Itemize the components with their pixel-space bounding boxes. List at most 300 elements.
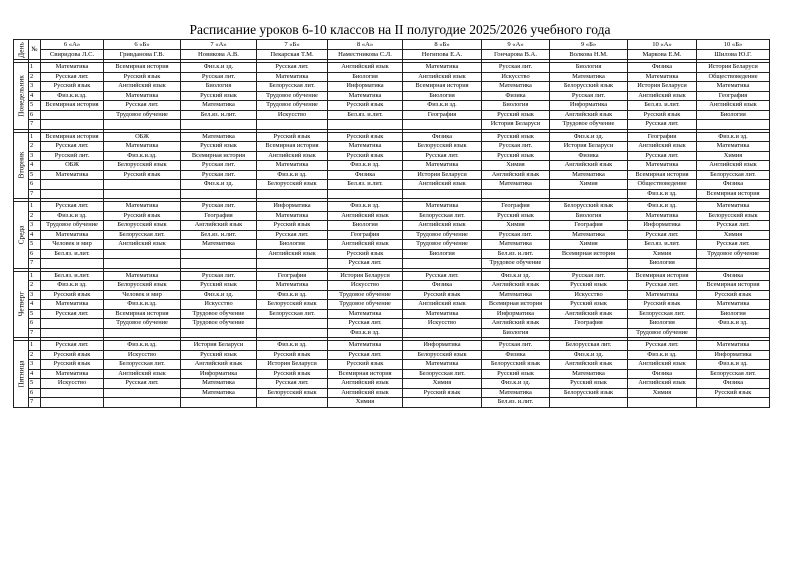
lesson-cell: Английский язык [181,221,257,231]
lesson-cell: Трудовое обучение [181,309,257,319]
lesson-cell: Математика [697,300,770,310]
lesson-cell: Английский язык [482,281,550,291]
lesson-cell: ОБЖ [104,132,181,142]
day-label-cell [14,341,29,408]
lesson-cell: География [697,91,770,101]
lesson-cell: Искусство [257,110,328,120]
lesson-cell: Математика [550,72,628,82]
lesson-row [14,132,770,142]
lesson-cell: Русская лит. [628,281,697,291]
lesson-cell: Биология [482,101,550,111]
lesson-cell: Физ.к.и зд. [697,132,770,142]
lesson-row [14,101,770,111]
lesson-row [14,202,770,212]
lesson-cell [181,249,257,259]
lesson-cell: Физ.к.и зд. [41,211,104,221]
lesson-number: 2 [29,350,41,360]
lesson-cell: Физ.к.и зд. [257,290,328,300]
lesson-cell [104,189,181,199]
lesson-cell: Английский язык [403,72,482,82]
lesson-number: 3 [29,290,41,300]
lesson-cell: Всемирная история [104,309,181,319]
lesson-cell [257,259,328,269]
lesson-cell: Всемирная история [257,142,328,152]
lesson-cell: Физ.к.и зд. [181,63,257,73]
lesson-cell [41,388,104,398]
lesson-number: 2 [29,281,41,291]
lesson-cell: Русский язык [550,379,628,389]
lesson-cell: Английский язык [628,379,697,389]
schedule-table [13,39,770,408]
lesson-cell: Информатика [482,309,550,319]
lesson-cell: Физика [550,151,628,161]
lesson-row [14,281,770,291]
lesson-cell: Английский язык [628,360,697,370]
lesson-cell: Русский язык [328,360,403,370]
lesson-cell: Искусство [181,300,257,310]
lesson-cell: Английский язык [403,221,482,231]
page-title: Расписание уроков 6-10 классов на II полугодие 2025/2026 учебного года [189,22,611,37]
lesson-cell: Русская лит. [41,309,104,319]
lesson-number: 3 [29,82,41,92]
lesson-cell: Русский язык [257,221,328,231]
lesson-cell [403,189,482,199]
lesson-cell: Белорусская лит. [697,369,770,379]
class-teacher: Гривданова Г.В. [104,50,181,60]
lesson-number: 7 [29,398,41,408]
lesson-cell: Английский язык [550,110,628,120]
lesson-cell: Русский язык [181,350,257,360]
lesson-cell [257,319,328,329]
lesson-cell: Информатика [628,221,697,231]
lesson-cell: Русский язык [697,388,770,398]
lesson-cell: Английский язык [328,211,403,221]
header-row-class [14,40,770,50]
lesson-cell [628,398,697,408]
lesson-cell [41,180,104,190]
lesson-cell: Русский язык [550,300,628,310]
day-name: Понедельник [16,74,26,117]
lesson-cell: Белорусская лит. [628,309,697,319]
lesson-cell: Русский язык [628,300,697,310]
lesson-cell: Математика [181,388,257,398]
lesson-cell [41,319,104,329]
lesson-cell: Всемирная история [697,189,770,199]
lesson-cell: Русская лит. [628,120,697,130]
lesson-cell: Математика [181,240,257,250]
lesson-row [14,161,770,171]
lesson-cell: Информатика [550,101,628,111]
lesson-cell: Всемирная история [41,132,104,142]
lesson-cell: Биология [697,309,770,319]
lesson-cell: Физика [697,271,770,281]
day-label-cell [14,271,29,338]
class-teacher: Пекарская Т.М. [257,50,328,60]
lesson-row [14,249,770,259]
class-name: 9 «А» [482,40,550,50]
lesson-cell: Физ.к.и.зд. [104,300,181,310]
lesson-cell: Русский язык [104,72,181,82]
lesson-cell: История Беларуси [257,360,328,370]
lesson-number: 1 [29,341,41,351]
lesson-cell: Математика [41,170,104,180]
lesson-number: 4 [29,369,41,379]
class-name: 7 «Б» [257,40,328,50]
lesson-cell: Биология [550,211,628,221]
lesson-cell: Трудовое обучение [104,319,181,329]
lesson-cell: Английский язык [328,379,403,389]
lesson-cell: Русская лит. [257,230,328,240]
lesson-cell: Физ.к.и.зд. [104,341,181,351]
lesson-cell: Белорусский язык [257,180,328,190]
lesson-cell: Бел.яз. и.лит. [181,230,257,240]
lesson-cell: Английский язык [550,309,628,319]
lesson-cell [41,120,104,130]
lesson-cell: Русская лит. [628,151,697,161]
lesson-number: 4 [29,161,41,171]
lesson-cell: Русская лит. [41,202,104,212]
lesson-cell: Искусство [104,350,181,360]
lesson-number: 5 [29,309,41,319]
class-name: 8 «Б» [403,40,482,50]
lesson-cell: Русский язык [482,211,550,221]
lesson-cell: Биология [550,63,628,73]
lesson-cell: Русский язык [328,151,403,161]
lesson-cell: Русский язык [550,281,628,291]
lesson-cell: Математика [482,180,550,190]
lesson-cell: Английский язык [697,161,770,171]
lesson-cell: Белорусский язык [104,221,181,231]
lesson-cell: Трудовое обучение [403,230,482,240]
lesson-number: 4 [29,230,41,240]
lesson-cell: Информатика [257,202,328,212]
lesson-cell: Русский лит. [41,151,104,161]
lesson-cell: Белорусский язык [550,202,628,212]
lesson-number: 1 [29,132,41,142]
lesson-cell: Математика [697,341,770,351]
lesson-cell: Физика [697,180,770,190]
lesson-cell: Русская лит. [257,63,328,73]
lesson-cell: Биология [328,72,403,82]
lesson-number: 5 [29,170,41,180]
lesson-cell: Английский язык [482,170,550,180]
lesson-cell: Математика [181,132,257,142]
lesson-cell: Всемирная история [628,170,697,180]
lesson-cell: Математика [104,202,181,212]
lesson-cell: Русская лит. [482,230,550,240]
lesson-cell: Английский язык [550,360,628,370]
class-name: 6 «Б» [104,40,181,50]
lesson-cell: Трудовое обучение [328,290,403,300]
lesson-cell: Всемирная история [482,300,550,310]
lesson-cell [403,259,482,269]
lesson-cell: Математика [257,211,328,221]
lesson-cell: Русская лит. [403,151,482,161]
lesson-number: 3 [29,221,41,231]
lesson-row [14,388,770,398]
lesson-cell: Русский язык [41,82,104,92]
lesson-cell: Русский язык [104,170,181,180]
lesson-row [14,110,770,120]
lesson-cell: Английский язык [181,360,257,370]
lesson-cell: Математика [181,379,257,389]
lesson-cell: Химия [328,398,403,408]
lesson-cell: Химия [482,221,550,231]
lesson-number: 7 [29,120,41,130]
class-name: 9 «Б» [550,40,628,50]
class-name: 8 «А» [328,40,403,50]
lesson-row [14,170,770,180]
lesson-cell: Белорусская лит. [403,211,482,221]
lesson-cell: Русский язык [482,151,550,161]
lesson-cell: Белорусский язык [257,300,328,310]
class-teacher: Шилова Ю.Г. [697,50,770,60]
class-teacher: Гончарова В.А. [482,50,550,60]
lesson-cell: Математика [482,290,550,300]
lesson-cell: Трудовое обучение [104,110,181,120]
lesson-cell: Математика [328,341,403,351]
lesson-cell: Математика [257,161,328,171]
lesson-cell: Белорусский язык [403,142,482,152]
day-label-cell [14,202,29,269]
lesson-cell [181,259,257,269]
lesson-row [14,300,770,310]
lesson-cell: Русский язык [403,388,482,398]
lesson-cell: Биология [257,240,328,250]
lesson-cell: Всемирная история [550,249,628,259]
lesson-cell [697,328,770,338]
lesson-cell: Русская лит. [328,350,403,360]
lesson-cell: Бел.яз. и.лит. [328,180,403,190]
lesson-row [14,360,770,370]
lesson-cell: Математика [403,63,482,73]
lesson-row [14,82,770,92]
lesson-number: 2 [29,211,41,221]
lesson-cell: Русская лит. [482,142,550,152]
lesson-cell: Русский язык [41,290,104,300]
lesson-cell: Русская лит. [628,341,697,351]
lesson-cell: Математика [104,271,181,281]
lesson-cell: Физ.к.и зд. [41,281,104,291]
lesson-cell: Бел.яз. и.лит. [41,271,104,281]
lesson-cell [697,259,770,269]
lesson-number: 6 [29,388,41,398]
lesson-cell: География [628,132,697,142]
lesson-cell: Белорусская лит. [697,170,770,180]
lesson-cell: Английский язык [328,240,403,250]
lesson-row [14,142,770,152]
lesson-cell: Белорусский язык [257,388,328,398]
header-row-teacher [14,50,770,60]
lesson-cell: Русская лит. [257,379,328,389]
lesson-cell [104,249,181,259]
lesson-cell: Белорусский язык [104,161,181,171]
lesson-cell: Белорусская лит. [550,341,628,351]
lesson-cell [41,259,104,269]
lesson-cell: Белорусский язык [104,281,181,291]
class-name: 6 «А» [41,40,104,50]
lesson-cell: Математика [257,72,328,82]
lesson-cell: Белорусский язык [403,350,482,360]
lesson-cell: Бел.яз. и.лит. [41,249,104,259]
lesson-cell: Русский язык [257,369,328,379]
lesson-cell [181,120,257,130]
lesson-row [14,398,770,408]
lesson-cell: История Беларуси [482,120,550,130]
lesson-cell: Физ.к.и зд. [181,290,257,300]
lesson-cell: Человек и мир [104,290,181,300]
lesson-cell: Русская лит. [628,230,697,240]
lesson-cell [550,189,628,199]
lesson-cell: Английский язык [104,82,181,92]
lesson-cell: Математика [482,82,550,92]
lesson-number: 4 [29,300,41,310]
lesson-row [14,63,770,73]
lesson-cell: Русский язык [482,132,550,142]
lesson-cell: Физ.к.и зд. [328,202,403,212]
lesson-cell: Русский язык [482,110,550,120]
lesson-cell: Физ.к.и зд. [550,350,628,360]
lesson-cell: Математика [403,202,482,212]
lesson-cell: История Беларуси [628,82,697,92]
lesson-cell: Трудовое обучение [257,91,328,101]
lesson-cell: Белорусский язык [697,211,770,221]
lesson-cell [697,398,770,408]
lesson-cell: География [482,202,550,212]
lesson-cell: Математика [41,230,104,240]
lesson-cell: Математика [403,161,482,171]
lesson-row [14,328,770,338]
lesson-cell: Трудовое обучение [482,259,550,269]
lesson-cell: Математика [328,142,403,152]
lesson-row [14,72,770,82]
lesson-cell: Физ.к.и зд. [550,132,628,142]
lesson-number: 1 [29,63,41,73]
lesson-row [14,120,770,130]
lesson-cell [257,328,328,338]
lesson-row [14,91,770,101]
lesson-cell [181,189,257,199]
lesson-cell: Английский язык [104,240,181,250]
lesson-cell: Химия [550,240,628,250]
lesson-number: 2 [29,72,41,82]
lesson-cell: Физика [403,132,482,142]
lesson-cell: Русская лит. [181,202,257,212]
lesson-cell: Бел.яз. и.лит. [482,398,550,408]
lesson-cell: Бел.яз. и.лит. [628,240,697,250]
lesson-cell: Информатика [403,341,482,351]
lesson-row [14,189,770,199]
lesson-cell: Белорусская лит. [257,82,328,92]
lesson-cell: Биология [482,328,550,338]
lesson-cell: Английский язык [697,101,770,111]
lesson-cell: Математика [482,388,550,398]
lesson-row [14,379,770,389]
lesson-cell: Русская лит. [181,72,257,82]
lesson-cell: Физика [628,369,697,379]
lesson-cell: Искусство [328,281,403,291]
class-teacher: Маркова Е.М. [628,50,697,60]
lesson-cell: Русский язык [328,132,403,142]
class-teacher: Волкова Н.М. [550,50,628,60]
lesson-cell [328,120,403,130]
lesson-cell [104,388,181,398]
lesson-cell: Математика [328,91,403,101]
lesson-cell: Всемирная история [328,369,403,379]
lesson-cell: География [550,319,628,329]
lesson-cell: Русская лит. [550,91,628,101]
lesson-cell: Английский язык [403,180,482,190]
lesson-cell: Математика [41,369,104,379]
lesson-number: 6 [29,319,41,329]
lesson-cell: Математика [104,91,181,101]
lesson-cell [403,398,482,408]
lesson-cell: Математика [104,142,181,152]
lesson-cell: Физ.к.и зд. [697,360,770,370]
lesson-cell: Русская лит. [41,341,104,351]
lesson-cell [41,110,104,120]
lesson-cell: Физ.к.и зд. [257,341,328,351]
lesson-cell: Русская лит. [41,72,104,82]
lesson-cell: География [550,221,628,231]
day-label-cell [14,132,29,199]
lesson-cell: ОБЖ [41,161,104,171]
lesson-cell: Трудовое обучение [181,319,257,329]
day-label-cell [14,63,29,130]
lesson-cell: География [403,110,482,120]
lesson-cell: Русский язык [482,369,550,379]
lesson-cell: Математика [403,309,482,319]
lesson-cell: История Беларуси [328,271,403,281]
lesson-cell: Английский язык [628,142,697,152]
class-teacher: Свиридова Л.С. [41,50,104,60]
lesson-cell: Русский язык [181,91,257,101]
lesson-row [14,221,770,231]
lesson-cell: Искусство [403,319,482,329]
lesson-cell: Русская лит. [697,240,770,250]
day-name: Вторник [16,151,26,179]
lesson-cell: Русская лит. [550,271,628,281]
lesson-cell: Русский язык [328,101,403,111]
lesson-cell: Английский язык [482,319,550,329]
lesson-cell [104,328,181,338]
lesson-cell: Русская лит. [697,221,770,231]
lesson-cell [104,259,181,269]
lesson-cell: Математика [628,211,697,221]
lesson-number: 2 [29,142,41,152]
lesson-cell: Бел.яз. и.лит. [181,110,257,120]
lesson-number: 6 [29,180,41,190]
lesson-number: 5 [29,101,41,111]
lesson-cell: Искусство [41,379,104,389]
lesson-row [14,350,770,360]
lesson-row [14,319,770,329]
day-name: Четверг [16,291,26,317]
lesson-row [14,180,770,190]
lesson-cell: Физ.к.и зд. [181,180,257,190]
lesson-cell: Математика [550,369,628,379]
lesson-cell: Русский язык [41,360,104,370]
lesson-cell: Биология [328,221,403,231]
lesson-cell: Биология [403,249,482,259]
num-header: № [29,40,41,60]
lesson-cell: Трудовое обучение [403,240,482,250]
lesson-number: 1 [29,202,41,212]
lesson-cell: Физика [403,281,482,291]
lesson-cell [104,120,181,130]
lesson-cell: Химия [482,161,550,171]
lesson-cell: Трудовое обучение [697,249,770,259]
